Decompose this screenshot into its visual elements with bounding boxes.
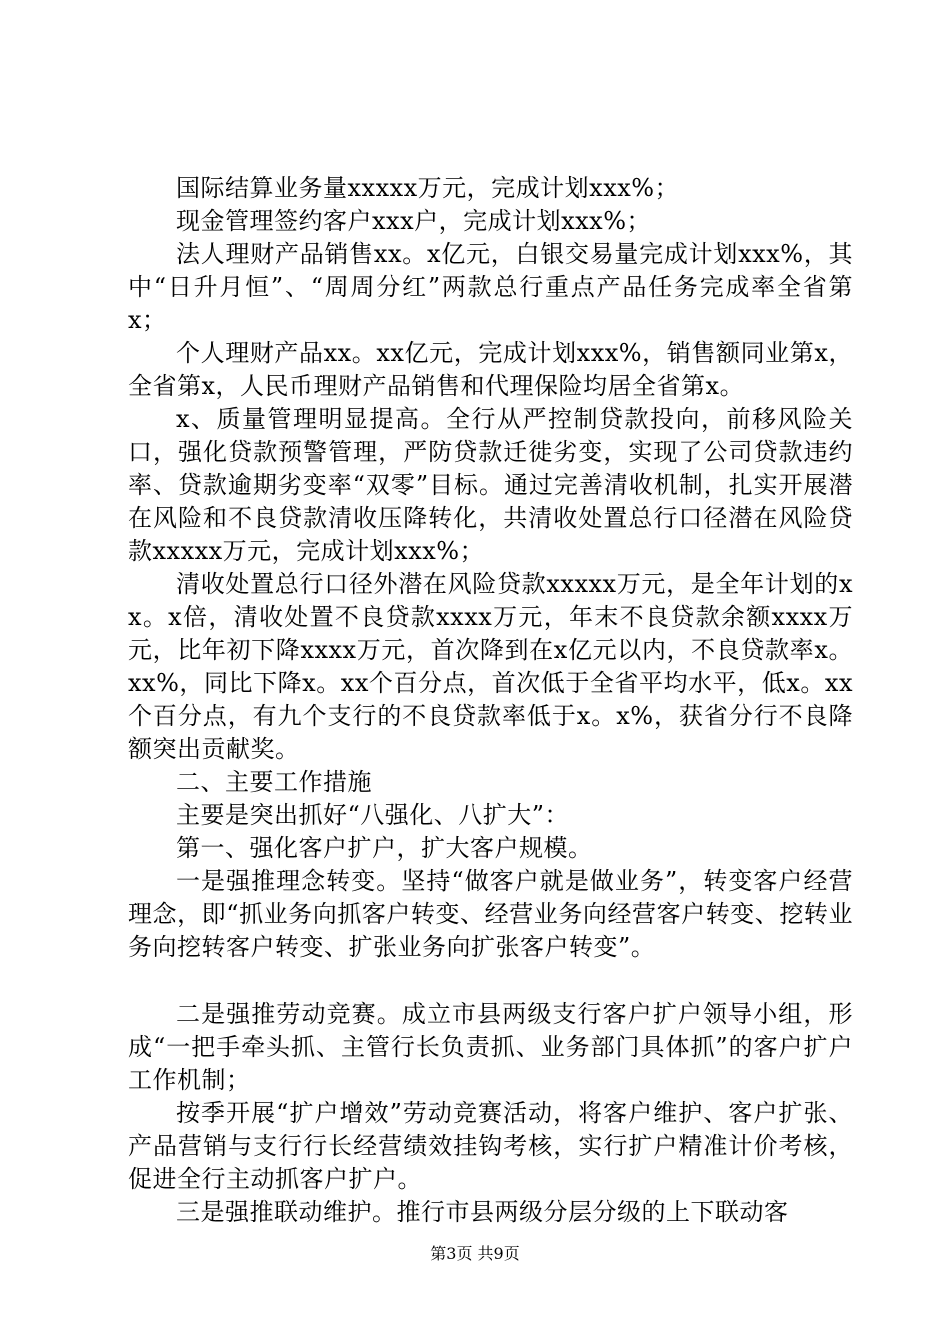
section-heading: 二、主要工作措施 [176, 768, 372, 796]
paragraph-11: 二是强推劳动竞赛。成立市县两级支行客户扩户领导小组，形成“一把手牵头抓、主管行长负责抓、业务部门具体抓”的客户扩户工作机制； [128, 1000, 853, 1094]
paragraph-3: 法人理财产品销售xx。x亿元，白银交易量完成计划xxx%，其中“日升月恒”、“周周分红”两款总行重点产品任务完成率全省第x； [128, 240, 853, 334]
paragraph-2: 现金管理签约客户xxx户，完成计划xxx%； [176, 207, 652, 235]
paragraph-5: x、质量管理明显提高。全行从严控制贷款投向，前移风险关口，强化贷款预警管理，严防贷款迁徙劣变，实现了公司贷款违约率、贷款逾期劣变率“双零”目标。通过完善清收机制，扎实开展潜在风险和不良贷款清收压降转化，共清收处置总行口径潜在风险贷款xxxxx万元，完成计划xxx%； [128, 405, 853, 565]
paragraph-8: 主要是突出抓好“八强化、八扩大”： [176, 801, 570, 829]
paragraph-10: 一是强推理念转变。坚持“做客户就是做业务”，转变客户经营理念，即“抓业务向抓客户转变、经营业务向经营客户转变、挖转业务向挖转客户转变、扩张业务向扩张客户转变”。 [128, 867, 853, 961]
page-indicator: 第3页 共9页 [430, 1244, 520, 1263]
document-body [128, 172, 853, 1229]
page-footer [0, 1244, 950, 1264]
paragraph-9: 第一、强化客户扩户，扩大客户规模。 [176, 834, 593, 862]
paragraph-4: 个人理财产品xx。xx亿元，完成计划xxx%，销售额同业第x，全省第x，人民币理财产品销售和代理保险均居全省第x。 [128, 339, 853, 400]
paragraph-12: 按季开展“扩户增效”劳动竞赛活动，将客户维护、客户扩张、产品营销与支行行长经营绩效挂钩考核，实行扩户精准计价考核，促进全行主动抓客户扩户。 [128, 1099, 853, 1193]
paragraph-13: 三是强推联动维护。推行市县两级分层分级的上下联动客 [176, 1198, 789, 1226]
paragraph-1: 国际结算业务量xxxxx万元，完成计划xxx%； [176, 174, 680, 202]
paragraph-6: 清收处置总行口径外潜在风险贷款xxxxx万元，是全年计划的xx。x倍，清收处置不良贷款xxxx万元，年末不良贷款余额xxxx万元，比年初下降xxxx万元，首次降到在x亿元以内，不良贷款率x。xx%，同比下降x。xx个百分点，首次低于全省平均水平，低x。xx个百分点，有九个支行的不良贷款率低于x。x%，获省分行不良降额突出贡献奖。 [128, 570, 853, 763]
